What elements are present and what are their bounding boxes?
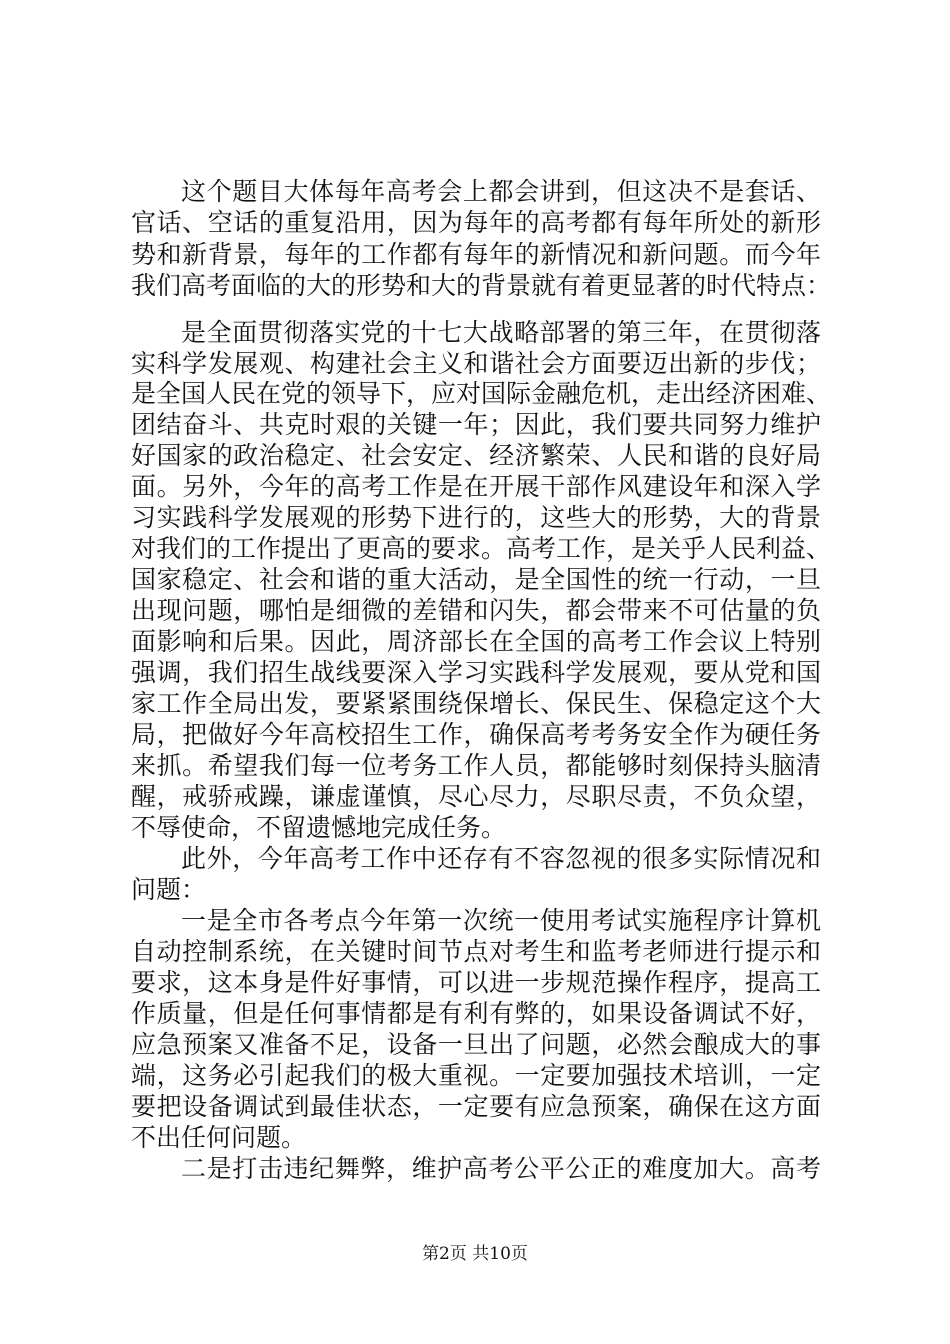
- paragraph-line: 作质量，但是任何事情都是有利有弊的，如果设备调试不好，: [131, 999, 821, 1028]
- paragraph-line: 是全面贯彻落实党的十七大战略部署的第三年，在贯彻落: [181, 318, 821, 347]
- paragraph-line: 问题：: [131, 875, 207, 904]
- paragraph-line: 面影响和后果。因此，周济部长在全国的高考工作会议上特别: [131, 627, 821, 656]
- paragraph-line: 官话、空话的重复沿用，因为每年的高考都有每年所处的新形: [131, 208, 821, 237]
- paragraph-line: 家工作全局出发，要紧紧围绕保增长、保民生、保稳定这个大: [131, 689, 821, 718]
- paragraph-line: 出现问题，哪怕是细微的差错和闪失，都会带来不可估量的负: [131, 596, 821, 625]
- paragraph-line: 实科学发展观、构建社会主义和谐社会方面要迈出新的步伐；: [131, 349, 821, 378]
- paragraph-line: 要求，这本身是件好事情，可以进一步规范操作程序，提高工: [131, 968, 821, 997]
- paragraph-line: 我们高考面临的大的形势和大的背景就有着更显著的时代特点：: [131, 271, 832, 300]
- paragraph-line: 对我们的工作提出了更高的要求。高考工作，是关乎人民利益、: [131, 534, 832, 563]
- paragraph-line: 不辱使命，不留遗憾地完成任务。: [131, 813, 507, 842]
- paragraph-line: 自动控制系统，在关键时间节点对考生和监考老师进行提示和: [131, 937, 821, 966]
- paragraph-line: 一是全市各考点今年第一次统一使用考试实施程序计算机: [181, 906, 821, 935]
- paragraph-line: 醒，戒骄戒躁，谦虚谨慎，尽心尽力，尽职尽责，不负众望，: [131, 782, 821, 811]
- paragraph-line: 习实践科学发展观的形势下进行的，这些大的形势，大的背景: [131, 503, 821, 532]
- paragraph-line: 国家稳定、社会和谐的重大活动，是全国性的统一行动，一旦: [131, 565, 821, 594]
- paragraph-line: 这个题目大体每年高考会上都会讲到，但这决不是套话、: [181, 177, 821, 206]
- paragraph-line: 此外，今年高考工作中还存有不容忽视的很多实际情况和: [181, 844, 821, 873]
- paragraph-line: 好国家的政治稳定、社会安定、经济繁荣、人民和谐的良好局: [131, 441, 821, 470]
- paragraph-line: 是全国人民在党的领导下，应对国际金融危机，走出经济困难、: [131, 379, 832, 408]
- paragraph-line: 面。另外，今年的高考工作是在开展干部作风建设年和深入学: [131, 472, 821, 501]
- paragraph-line: 二是打击违纪舞弊，维护高考公平公正的难度加大。高考: [181, 1154, 821, 1183]
- paragraph-line: 不出任何问题。: [131, 1123, 307, 1152]
- paragraph-line: 强调，我们招生战线要深入学习实践科学发展观，要从党和国: [131, 658, 821, 687]
- page-number-footer: 第2页 共10页: [422, 1244, 528, 1264]
- paragraph-line: 势和新背景，每年的工作都有每年的新情况和新问题。而今年: [131, 240, 821, 269]
- paragraph-line: 应急预案又准备不足，设备一旦出了问题，必然会酿成大的事: [131, 1030, 821, 1059]
- paragraph-line: 要把设备调试到最佳状态，一定要有应急预案，确保在这方面: [131, 1092, 821, 1121]
- paragraph-line: 端，这务必引起我们的极大重视。一定要加强技术培训，一定: [131, 1061, 821, 1090]
- paragraph-line: 来抓。希望我们每一位考务工作人员，都能够时刻保持头脑清: [131, 751, 821, 780]
- paragraph-line: 局，把做好今年高校招生工作，确保高考考务安全作为硬任务: [131, 720, 821, 749]
- paragraph-line: 团结奋斗、共克时艰的关键一年；因此，我们要共同努力维护: [131, 410, 821, 439]
